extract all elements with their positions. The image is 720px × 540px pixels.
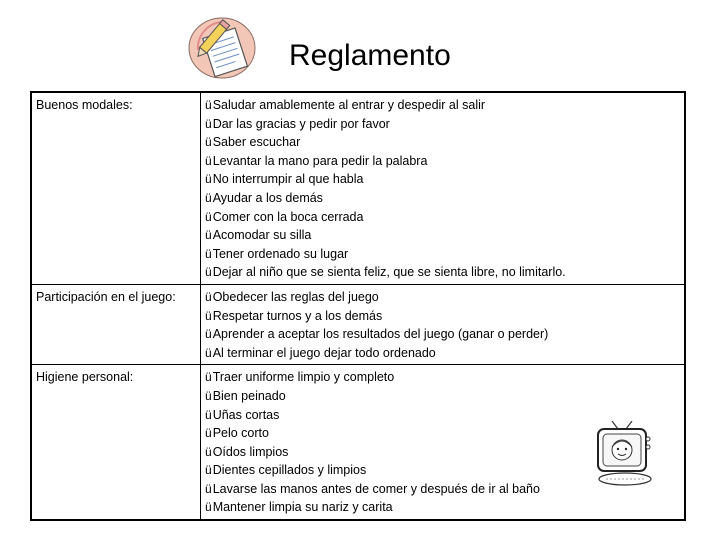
rule-text: Respetar turnos y a los demás bbox=[212, 308, 383, 323]
rule-text: Mantener limpia su nariz y carita bbox=[212, 500, 393, 515]
checkmark-icon: ü bbox=[205, 345, 212, 360]
rule-text: Dejar al niño que se sienta feliz, que se sienta libre, no limitarlo. bbox=[212, 265, 566, 280]
checkmark-icon: ü bbox=[205, 370, 212, 385]
rule-text: Bien peinado bbox=[212, 388, 286, 403]
checkmark-icon: ü bbox=[205, 388, 212, 403]
category-label: Buenos modales: bbox=[31, 92, 201, 284]
list-item bbox=[205, 226, 680, 245]
tv-cartoon-icon bbox=[592, 421, 658, 489]
checkmark-icon: ü bbox=[205, 426, 212, 441]
rule-text: Uñas cortas bbox=[212, 407, 280, 422]
checkmark-icon: ü bbox=[205, 481, 212, 496]
rule-text: No interrumpir al que habla bbox=[212, 172, 364, 187]
rule-text: Saludar amablemente al entrar y despedir al salir bbox=[212, 98, 486, 112]
rule-text: Tener ordenado su lugar bbox=[212, 246, 349, 261]
list-item bbox=[205, 344, 680, 363]
checkmark-icon: ü bbox=[205, 209, 212, 224]
checkmark-icon: ü bbox=[205, 289, 212, 304]
list-item bbox=[205, 208, 680, 227]
checkmark-icon: ü bbox=[205, 190, 212, 205]
category-label: Higiene personal: bbox=[31, 365, 201, 520]
rule-text: Dientes cepillados y limpios bbox=[212, 463, 367, 478]
rule-text: Dar las gracias y pedir por favor bbox=[212, 116, 390, 131]
rule-text: Oídos limpios bbox=[212, 444, 289, 459]
list-item bbox=[205, 96, 680, 115]
checkmark-icon: ü bbox=[205, 444, 212, 459]
list-item bbox=[205, 189, 680, 208]
rule-text: Pelo corto bbox=[212, 426, 269, 441]
rule-text: Traer uniforme limpio y completo bbox=[212, 370, 395, 385]
list-item bbox=[205, 307, 680, 326]
table-row bbox=[31, 92, 685, 284]
rule-text: Comer con la boca cerrada bbox=[212, 209, 364, 224]
checkmark-icon: ü bbox=[205, 116, 212, 131]
checkmark-icon: ü bbox=[205, 246, 212, 261]
rule-text: Ayudar a los demás bbox=[212, 190, 323, 205]
checkmark-icon: ü bbox=[205, 500, 212, 515]
checkmark-icon: ü bbox=[205, 228, 212, 243]
checkmark-icon: ü bbox=[205, 265, 212, 280]
list-item bbox=[205, 115, 680, 134]
list-item bbox=[205, 263, 680, 282]
table-row bbox=[31, 365, 685, 520]
rule-text: Obedecer las reglas del juego bbox=[212, 289, 379, 304]
list-item bbox=[205, 152, 680, 171]
list-item bbox=[205, 245, 680, 264]
list-item bbox=[205, 133, 680, 152]
table-row bbox=[31, 284, 685, 364]
checkmark-icon: ü bbox=[205, 327, 212, 342]
rule-list bbox=[201, 284, 686, 364]
category-label: Participación en el juego: bbox=[31, 284, 201, 364]
list-item bbox=[205, 288, 680, 307]
rule-text: Lavarse las manos antes de comer y después de ir al baño bbox=[212, 481, 540, 496]
list-item bbox=[205, 498, 680, 517]
list-item bbox=[205, 325, 680, 344]
checkmark-icon: ü bbox=[205, 407, 212, 422]
rule-list bbox=[201, 92, 686, 284]
rules-table bbox=[30, 91, 686, 521]
rule-text: Al terminar el juego dejar todo ordenado bbox=[212, 345, 436, 360]
page-title: Reglamento bbox=[289, 39, 451, 72]
rule-text: Levantar la mano para pedir la palabra bbox=[212, 153, 428, 168]
checkmark-icon: ü bbox=[205, 463, 212, 478]
list-item bbox=[205, 170, 680, 189]
rule-text: Saber escuchar bbox=[212, 135, 301, 150]
pencil-notepad-icon bbox=[186, 14, 256, 80]
checkmark-icon: ü bbox=[205, 98, 212, 112]
rule-text: Acomodar su silla bbox=[212, 228, 312, 243]
list-item bbox=[205, 387, 680, 406]
checkmark-icon: ü bbox=[205, 135, 212, 150]
checkmark-icon: ü bbox=[205, 153, 212, 168]
rule-text: Aprender a aceptar los resultados del juego (ganar o perder) bbox=[212, 327, 549, 342]
list-item bbox=[205, 368, 680, 387]
checkmark-icon: ü bbox=[205, 308, 212, 323]
checkmark-icon: ü bbox=[205, 172, 212, 187]
